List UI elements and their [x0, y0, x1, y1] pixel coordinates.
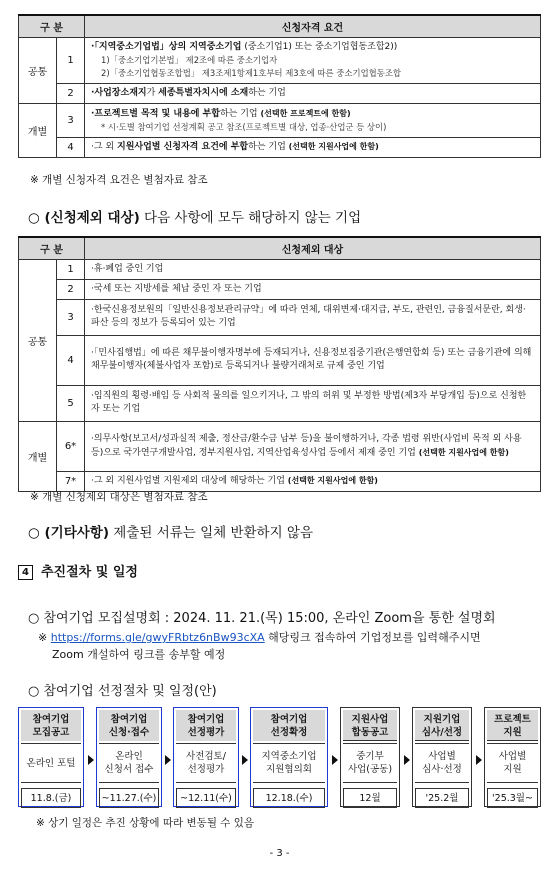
section-number: 4 [18, 565, 33, 580]
eligibility-table [18, 14, 541, 158]
row-group: 개별 [19, 103, 57, 157]
arrow-right-icon [165, 755, 171, 765]
table-header-content: 신청자격 요건 [85, 15, 541, 37]
page-number: - 3 - [269, 848, 290, 859]
row-content: ·프로젝트별 목적 및 내용에 부합하는 기업 (선택한 프로젝트에 한함) * 시·도별 참여기업 선정계획 공고 참조(프로젝트별 대상, 업종·산업군 등 상이) [85, 103, 541, 137]
arrow-right-icon [242, 755, 248, 765]
bullet-schedule: ○ 참여기업 선정절차 및 일정(안) [28, 684, 217, 699]
stage-confirmation: 참여기업 선정확정 지역중소기업 지원협의회 12.18.(수) [250, 707, 328, 807]
arrow-right-icon [88, 755, 94, 765]
row-group: 공통 [19, 37, 57, 103]
row-content: ·그 외 지원사업별 지원제외 대상에 해당하는 기업 (선택한 지원사업에 한함) [85, 471, 541, 491]
note-exclusion: ※ 개별 신청제외 대상은 별첨자료 참조 [30, 491, 208, 503]
row-content: ·국세 또는 지방세를 체납 중인 자 또는 기업 [85, 279, 541, 299]
table-row [19, 335, 541, 385]
table-header-group: 구 분 [19, 237, 85, 259]
bullet-exclusion: ○ (신청제외 대상) 다음 사항에 모두 해당하지 않는 기업 [28, 210, 362, 226]
section-title: 4 추진절차 및 일정 [18, 561, 138, 580]
stage-selection: 지원기업 심사/선정 사업별 심사·선정 '25.2월 [412, 707, 472, 807]
row-number: 4 [57, 137, 85, 157]
note-eligibility: ※ 개별 신청자격 요건은 별첨자료 참조 [30, 174, 208, 186]
row-group: 개별 [19, 421, 57, 491]
row-group: 공통 [19, 259, 57, 421]
row-number: 4 [57, 335, 85, 385]
link-note: ※ https://forms.gle/gwyFRbtz6nBw93cXA 해당링크 접속하여 기업정보를 입력해주시면 Zoom 개설하여 링크를 송부할 예정 [38, 631, 481, 661]
arrow-right-icon [404, 755, 410, 765]
table-header-group: 구 분 [19, 15, 85, 37]
table-row [19, 37, 541, 83]
row-content: ·「민사집행법」에 따른 채무불이행자명부에 등재되거나, 신용정보집중기관(은행연합회 등) 또는 금융기관에 의해 채무불이행자(체불사업자 포함)로 등록되거나 불량거래처로 규제 중인 기업 [85, 335, 541, 385]
row-number: 1 [57, 37, 85, 83]
row-number: 3 [57, 103, 85, 137]
row-number: 3 [57, 299, 85, 335]
stage-recruit-notice: 참여기업 모집공고 온라인 포털 11.8.(금) [18, 707, 84, 807]
row-number: 1 [57, 259, 85, 279]
table-row [19, 421, 541, 471]
row-content: ·그 외 지원사업별 신청자격 요건에 부합하는 기업 (선택한 지원사업에 한함) [85, 137, 541, 157]
row-number: 6* [57, 421, 85, 471]
arrow-right-icon [332, 755, 338, 765]
schedule-flow [18, 707, 541, 807]
table-row [19, 259, 541, 279]
bullet-briefing: ○ 참여기업 모집설명회 : 2024. 11. 21.(목) 15:00, 온라인 Zoom을 통한 설명회 [28, 611, 496, 626]
table-row [19, 83, 541, 103]
row-number: 5 [57, 385, 85, 421]
stage-evaluation: 참여기업 선정평가 사전검토/ 선정평가 ~12.11(수) [173, 707, 239, 807]
stage-application: 참여기업 신청·접수 온라인 신청서 접수 ~11.27.(수) [96, 707, 162, 807]
table-row [19, 279, 541, 299]
exclusion-table [18, 236, 541, 492]
row-content: ·임직원의 횡령·배임 등 사회적 물의를 일으키거나, 그 밖의 허위 및 부정한 방법(제3자 부당개입 등)으로 신청한 자 또는 기업 [85, 385, 541, 421]
bullet-misc: ○ (기타사항) 제출된 서류는 일체 반환하지 않음 [28, 525, 314, 541]
row-content: ·휴·폐업 중인 기업 [85, 259, 541, 279]
registration-link[interactable]: https://forms.gle/gwyFRbtz6nBw93cXA [50, 631, 265, 644]
row-number: 7* [57, 471, 85, 491]
row-content: ·사업장소재지가 세종특별자치시에 소재하는 기업 [85, 83, 541, 103]
row-number: 2 [57, 279, 85, 299]
row-number: 2 [57, 83, 85, 103]
stage-project-support: 프로젝트 지원 사업별 지원 '25.3월~ [484, 707, 541, 807]
table-row [19, 137, 541, 157]
note-schedule: ※ 상기 일정은 추진 상황에 따라 변동될 수 있음 [36, 817, 255, 829]
table-header-content: 신청제외 대상 [85, 237, 541, 259]
table-row [19, 471, 541, 491]
row-content: ·「지역중소기업법」상의 지역중소기업 (중소기업1) 또는 중소기업협동조합2)) 1)「중소기업기본법」 제2조에 따른 중소기업자 2)「중소기업협동조합법」 제3조제1항제1호부터 제3호에 따른 중소기업협동조합 [85, 37, 541, 83]
arrow-right-icon [476, 755, 482, 765]
table-row [19, 103, 541, 137]
table-row [19, 299, 541, 335]
table-row [19, 385, 541, 421]
row-content: ·한국신용정보원의「일반신용정보관리규약」에 따라 연체, 대위변제·대지급, 부도, 관련인, 금융질서문란, 회생·파산 등의 정보가 등록되어 있는 기업 [85, 299, 541, 335]
stage-joint-notice: 지원사업 합동공고 중기부 사업(공동) 12월 [340, 707, 400, 807]
row-content: ·의무사항(보고서/성과실적 제출, 정산금/환수금 납부 등)을 불이행하거나, 각종 법령 위반(사업비 목적 외 사용 등)으로 국가연구개발사업, 정부지원사업, 지역산업육성사업 등에서 제재 중인 기업 (선택한 지원사업에 한함) [85, 421, 541, 471]
